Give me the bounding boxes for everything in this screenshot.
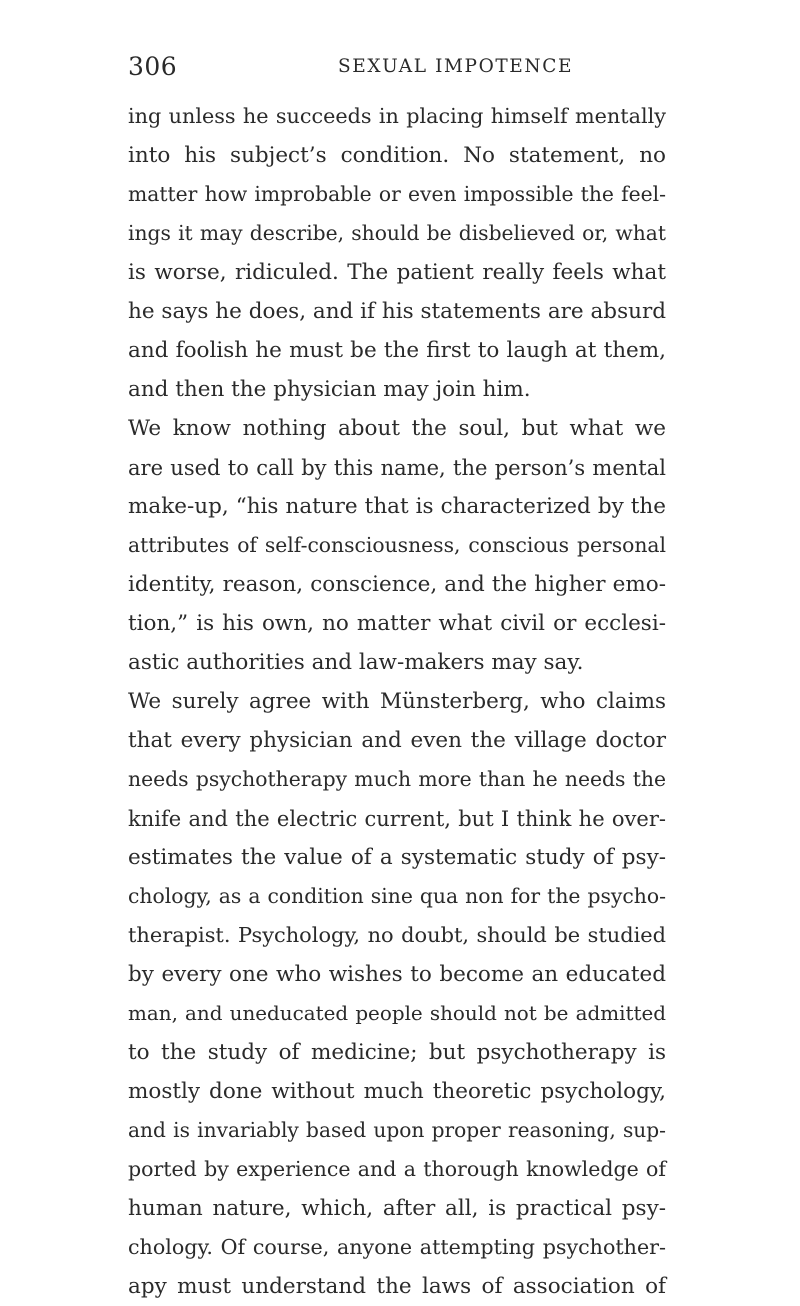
text-line: chology, as a condition sine qua non for the psycho- bbox=[128, 884, 666, 908]
text-line: matter how improbable or even impossible the feel- bbox=[128, 182, 666, 206]
text-line: that every physician and even the village doctor bbox=[128, 728, 666, 753]
text-line: are used to call by this name, the person’s mental bbox=[128, 455, 666, 480]
text-line: attributes of self-consciousness, conscious personal bbox=[128, 533, 666, 557]
text-line: identity, reason, conscience, and the higher emo- bbox=[128, 572, 666, 597]
paragraph-start-line: We know nothing about the soul, but what we bbox=[128, 416, 666, 441]
text-line: he says he does, and if his statements are absurd bbox=[128, 299, 666, 324]
body-text bbox=[128, 97, 666, 1306]
text-line: to the study of medicine; but psychotherapy is bbox=[128, 1040, 666, 1065]
running-head bbox=[128, 52, 666, 82]
text-line: therapist. Psychology, no doubt, should be studied bbox=[128, 923, 666, 947]
paragraph-start-line: We surely agree with Münsterberg, who claims bbox=[128, 689, 666, 714]
text-line: man, and uneducated people should not be admitted bbox=[128, 1002, 666, 1025]
text-line: knife and the electric current, but I think he over- bbox=[128, 806, 666, 831]
text-line: astic authorities and law-makers may say. bbox=[128, 650, 584, 675]
text-line: make-up, “his nature that is characterized by the bbox=[128, 494, 666, 519]
text-line: ings it may describe, should be disbelieved or, what bbox=[128, 221, 666, 245]
text-line: and then the physician may join him. bbox=[128, 377, 531, 402]
page-number: 306 bbox=[128, 52, 178, 81]
text-line: and foolish he must be the first to laugh at them, bbox=[128, 338, 666, 363]
text-line: by every one who wishes to become an educated bbox=[128, 962, 666, 987]
text-line: chology. Of course, anyone attempting psychother- bbox=[128, 1235, 666, 1259]
text-line: estimates the value of a systematic study of psy- bbox=[128, 845, 666, 870]
text-line: human nature, which, after all, is practical psy- bbox=[128, 1196, 666, 1221]
text-line: and is invariably based upon proper reasoning, sup- bbox=[128, 1118, 666, 1142]
running-title: SEXUAL IMPOTENCE bbox=[338, 56, 574, 77]
text-line: ported by experience and a thorough knowledge of bbox=[128, 1157, 666, 1181]
text-line: is worse, ridiculed. The patient really feels what bbox=[128, 260, 666, 285]
text-line: ing unless he succeeds in placing himself mentally bbox=[128, 104, 666, 128]
text-line: into his subject’s condition. No statement, no bbox=[128, 143, 666, 168]
text-line: apy must understand the laws of association of bbox=[128, 1274, 666, 1299]
text-line: mostly done without much theoretic psychology, bbox=[128, 1079, 666, 1104]
text-line: tion,” is his own, no matter what civil or ecclesi- bbox=[128, 611, 666, 636]
text-line: needs psychotherapy much more than he needs the bbox=[128, 767, 666, 791]
